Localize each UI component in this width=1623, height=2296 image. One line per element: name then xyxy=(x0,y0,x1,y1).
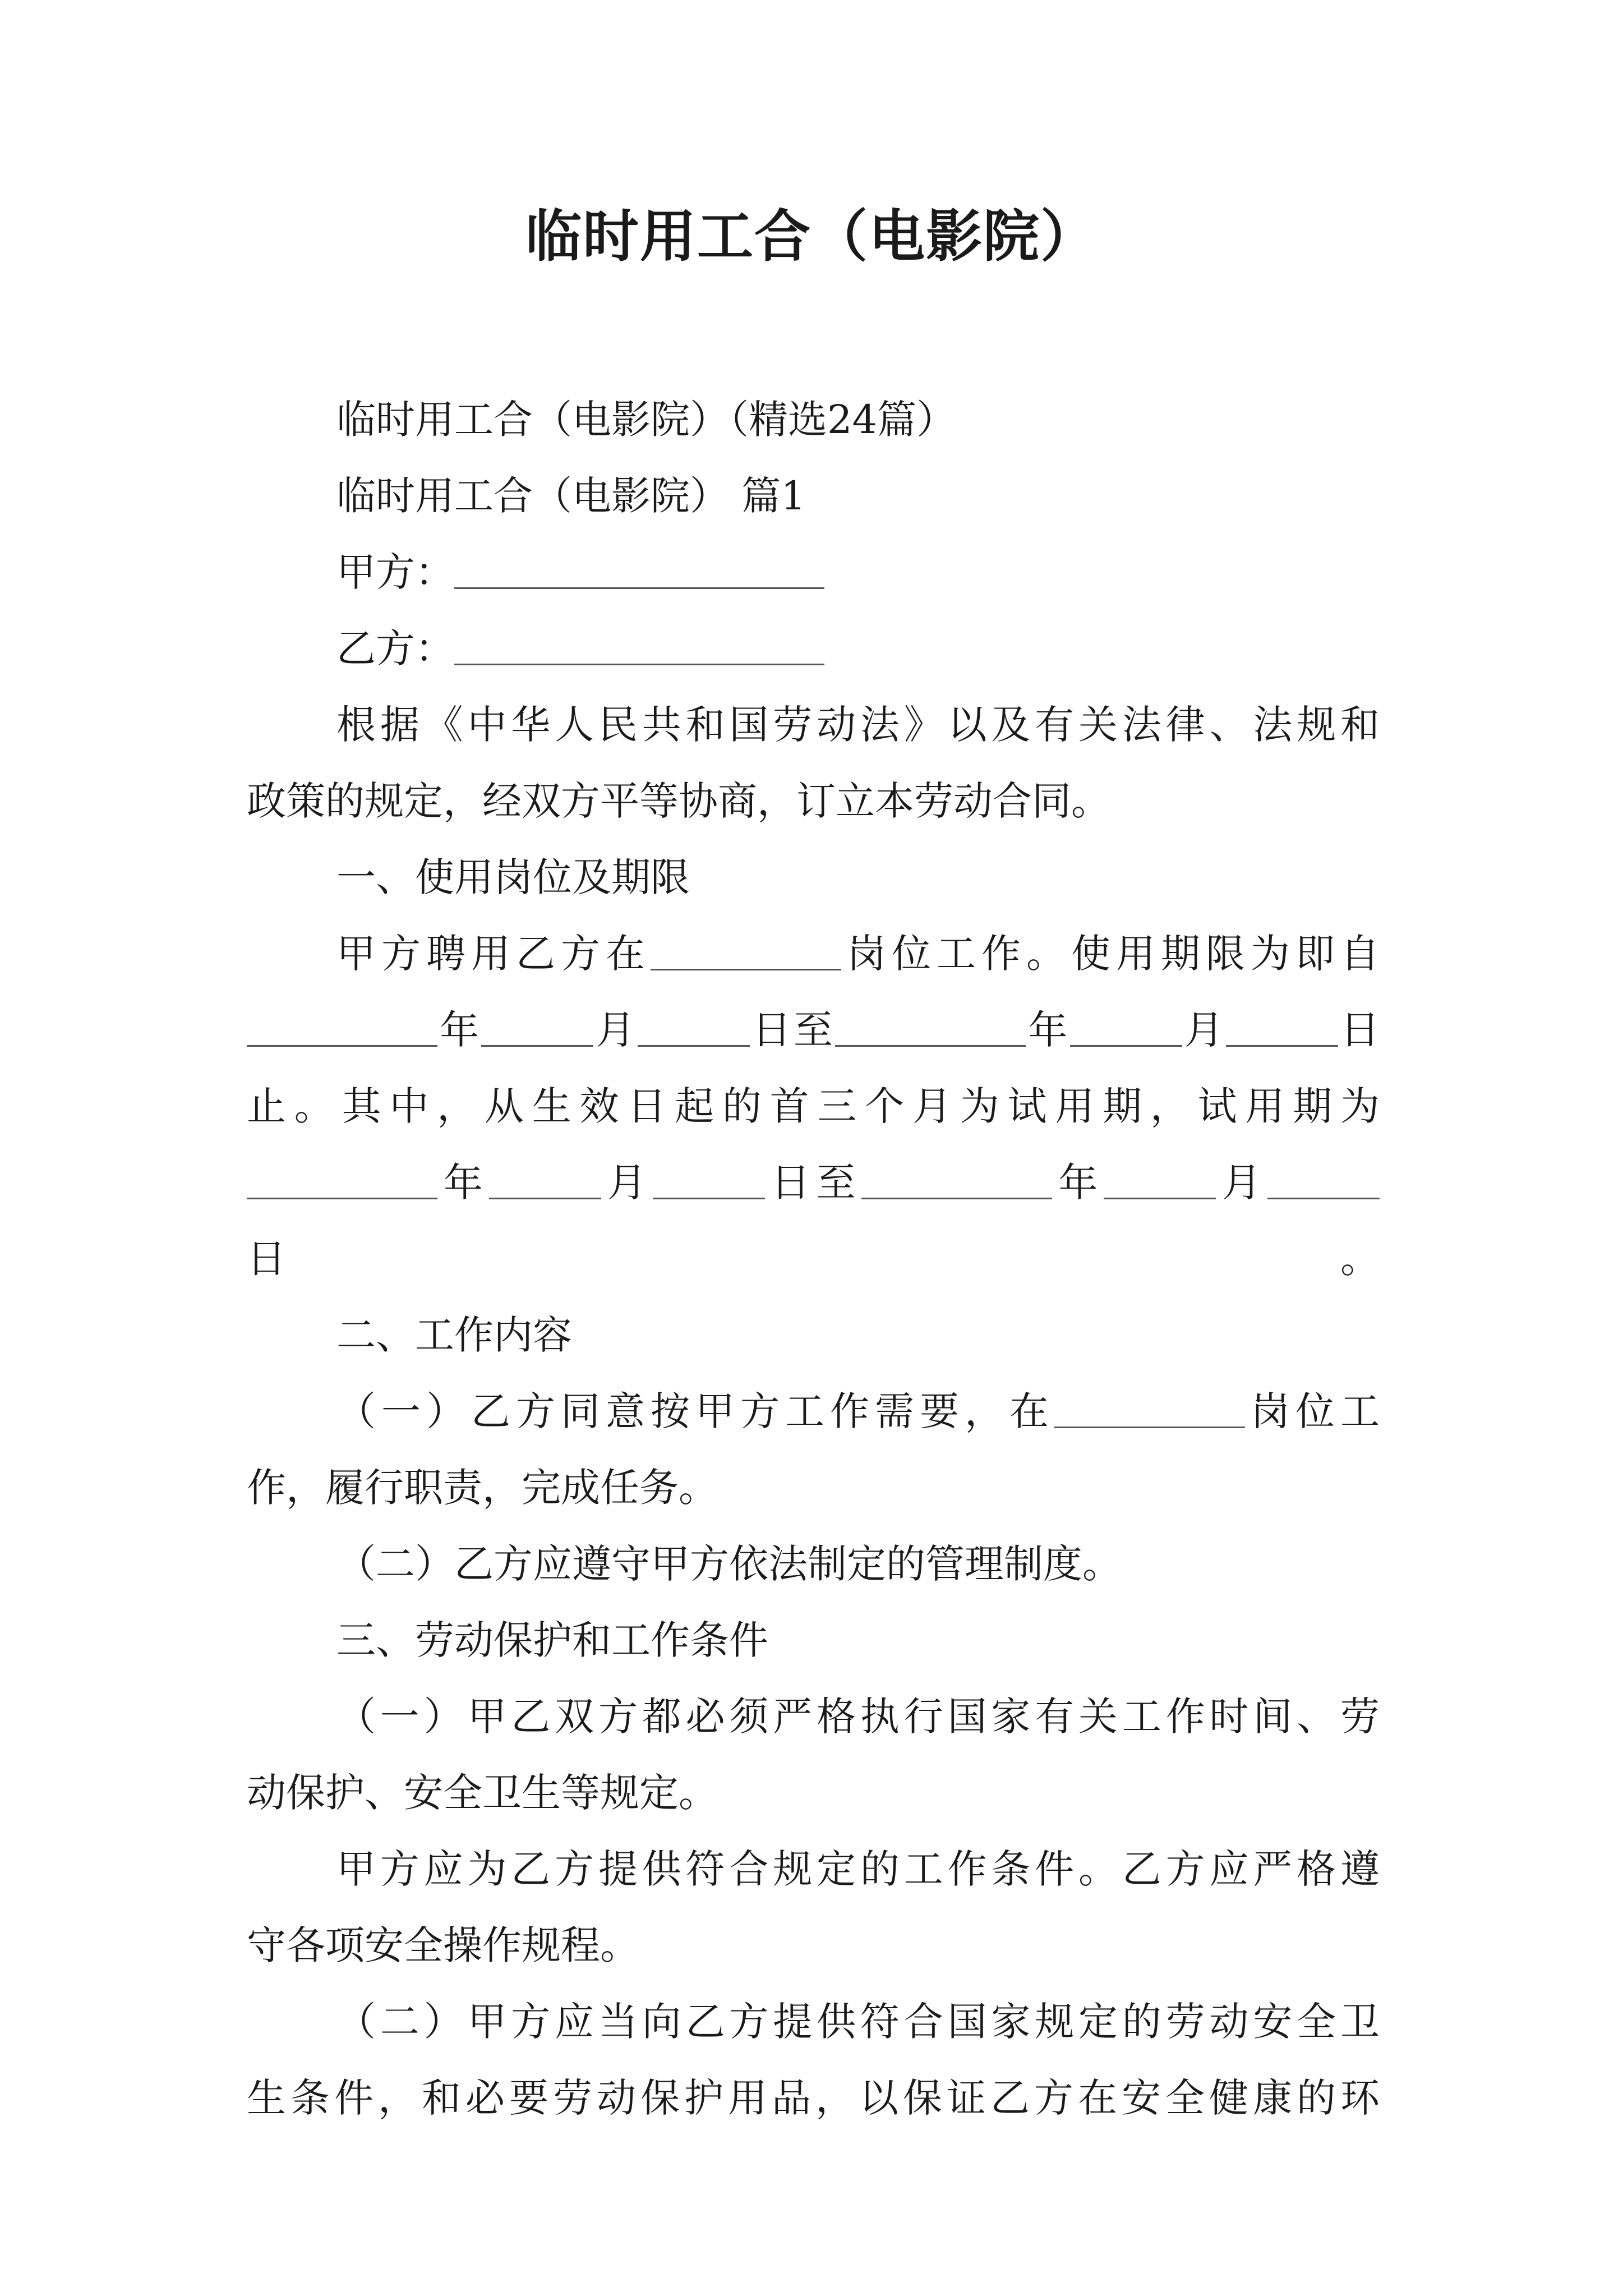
start-year-blank xyxy=(247,1010,437,1047)
s3-p1-line-2: 动保护、安全卫生等规定。 xyxy=(247,1770,718,1816)
section-heading: 临时用工合（电影院） 篇1 xyxy=(336,473,806,519)
year-label: 年 xyxy=(437,1159,489,1205)
document-body xyxy=(247,381,1380,2136)
start-day-blank xyxy=(638,1010,750,1047)
year-label: 年 xyxy=(437,1007,482,1053)
s2-text-a: （一）乙方同意按甲方工作需要，在 xyxy=(336,1388,1054,1434)
month-label: 月 xyxy=(1182,1007,1226,1053)
party-b-line xyxy=(247,610,1380,687)
intro-line-1: 根据《中华人民共和国劳动法》以及有关法律、法规和 xyxy=(336,702,1380,748)
party-a-blank xyxy=(454,553,824,589)
party-b-label: 乙方： xyxy=(336,625,454,671)
intro-line-2: 政策的规定，经双方平等协商，订立本劳动合同。 xyxy=(247,778,1110,824)
s3-p1-line-1: （一）甲乙双方都必须严格执行国家有关工作时间、劳 xyxy=(336,1694,1380,1740)
s3-p3-line-1: （二）甲方应当向乙方提供符合国家规定的劳动安全卫 xyxy=(336,1999,1380,2045)
s2-line-1 xyxy=(247,1373,1380,1450)
party-a-label: 甲方： xyxy=(336,549,454,595)
s1-date-line-1 xyxy=(247,992,1380,1068)
month-label: 月 xyxy=(593,1007,638,1053)
party-a-line xyxy=(247,534,1380,610)
s3-p2-line-1: 甲方应为乙方提供符合规定的工作条件。乙方应严格遵 xyxy=(336,1846,1380,1892)
s1-line-3: 止。其中，从生效日起的首三个月为试用期，试用期为 xyxy=(247,1083,1380,1129)
post-blank xyxy=(651,934,841,970)
month-label: 月 xyxy=(1216,1159,1268,1205)
s2-line-3: （二）乙方应遵守甲方依法制定的管理制度。 xyxy=(336,1541,1122,1587)
trial-start-month-blank xyxy=(489,1163,601,1199)
party-b-blank xyxy=(454,629,824,665)
end-day-blank xyxy=(1226,1010,1338,1047)
trial-start-year-blank xyxy=(247,1163,437,1199)
year-label: 年 xyxy=(1052,1159,1104,1205)
trial-end-month-blank xyxy=(1104,1163,1216,1199)
day-to-label: 日至 xyxy=(764,1159,862,1205)
year-label: 年 xyxy=(1026,1007,1070,1053)
s3-p3-line-2: 生条件，和必要劳动保护用品，以保证乙方在安全健康的环 xyxy=(247,2075,1380,2121)
s1-date-line-2 xyxy=(247,1144,1380,1297)
month-label: 月 xyxy=(601,1159,653,1205)
start-month-blank xyxy=(481,1010,593,1047)
trial-start-day-blank xyxy=(653,1163,765,1199)
s2-post-blank xyxy=(1054,1392,1245,1428)
s1-text-a: 甲方聘用乙方在 xyxy=(336,931,651,977)
end-month-blank xyxy=(1070,1010,1182,1047)
s1-line-1 xyxy=(247,915,1380,992)
day-to-label: 日至 xyxy=(749,1007,836,1053)
s2-text-b: 岗位工 xyxy=(1245,1388,1380,1434)
section-3-heading: 三、劳动保护和工作条件 xyxy=(336,1617,768,1663)
section-1-heading: 一、使用岗位及期限 xyxy=(336,854,690,900)
s1-text-b: 岗位工作。使用期限为即自 xyxy=(841,931,1380,977)
document-title: 临时用工合（电影院） xyxy=(525,204,1098,269)
s3-p2-line-2: 守各项安全操作规程。 xyxy=(247,1922,639,1968)
end-year-blank xyxy=(835,1010,1026,1047)
s2-line-2: 作，履行职责，完成任务。 xyxy=(247,1465,718,1511)
day-label: 日 xyxy=(1338,1007,1380,1053)
day-label: 日。 xyxy=(247,1236,1380,1282)
subtitle: 临时用工合（电影院）（精选24篇） xyxy=(336,397,956,443)
section-2-heading: 二、工作内容 xyxy=(336,1312,572,1358)
trial-end-day-blank xyxy=(1267,1163,1380,1199)
trial-end-year-blank xyxy=(861,1163,1052,1199)
